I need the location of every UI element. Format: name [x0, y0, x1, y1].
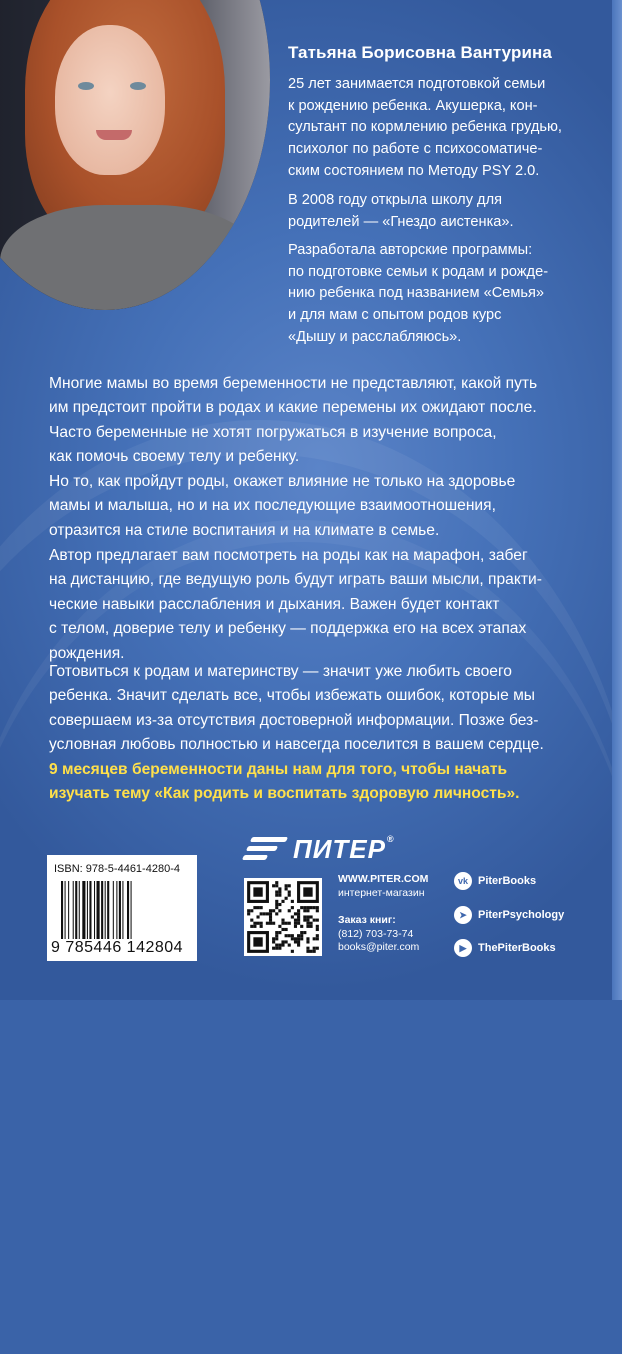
bio-line: В 2008 году открыла школу для	[288, 192, 502, 208]
author-bio-paragraph	[288, 190, 588, 233]
author-photo	[0, 0, 270, 310]
description-paragraph	[49, 372, 589, 470]
highlight-line: изучать тему «Как родить и воспитать здоровую личность».	[49, 785, 520, 803]
description-line: совершаем из-за отсутствия достоверной информации. Позже без-	[49, 711, 539, 729]
description-line: рождения.	[49, 644, 125, 662]
telegram-icon: ➤	[454, 906, 472, 924]
description-line: с телом, доверие телу и ребенку — поддержка его на всех этапах	[49, 620, 527, 638]
description-paragraph	[49, 660, 589, 758]
bio-line: 25 лет занимается подготовкой семьи	[288, 76, 546, 92]
bio-line: к рождению ребенка. Акушерка, кон-	[288, 97, 538, 114]
description-line: на дистанцию, где ведущую роль будут играть ваши мысли, практи-	[49, 571, 542, 589]
order-title: Заказ книг:	[338, 914, 396, 926]
website-note: интернет-магазин	[338, 886, 425, 899]
highlight-line: 9 месяцев беременности даны нам для того, чтобы начать	[49, 761, 508, 778]
vk-icon: vk	[454, 872, 472, 890]
barcode-digits: 9 785446 142804	[51, 939, 184, 956]
phone-number: (812) 703-73-74	[338, 927, 414, 940]
author-bio-paragraph	[288, 240, 588, 349]
description-line: им предстоит пройти в родах и какие перемены их ожидают после.	[49, 399, 537, 417]
social-label: PiterBooks	[478, 875, 537, 887]
bio-line: сультант по кормлению ребенка грудью,	[288, 119, 562, 136]
isbn-barcode	[47, 855, 197, 961]
description-line: ребенка. Значит сделать все, чтобы избежать ошибок, которые мы	[49, 687, 536, 705]
author-name: Татьяна Борисовна Вантурина	[288, 43, 552, 62]
social-youtube[interactable]	[454, 939, 556, 957]
isbn-label: ISBN: 978-5-4461-4280-4	[54, 863, 180, 875]
description-line: Многие мамы во время беременности не представляют, какой путь	[49, 375, 538, 392]
website-link[interactable]: WWW.PITER.COM	[338, 873, 429, 885]
bio-line: «Дышу и расслабляюсь».	[288, 328, 462, 345]
social-label: PiterPsychology	[478, 909, 565, 921]
bio-line: и для мам с опытом родов курс	[288, 307, 502, 324]
email-link[interactable]: books@piter.com	[338, 941, 420, 953]
description-line: ческие навыки расслабления и дыхания. Важен будет контакт	[49, 595, 500, 613]
description-paragraph	[49, 544, 589, 666]
bio-line: психолог по работе с психосоматиче-	[288, 141, 543, 158]
description-line: условная любовь полностью и навсегда поселится в вашем сердце.	[49, 736, 544, 754]
cover-edge	[612, 0, 622, 1000]
piter-logo-icon	[243, 835, 289, 863]
publisher-name: ПИТЕР	[293, 833, 386, 864]
bio-line: ским состоянием по Методу PSY 2.0.	[288, 162, 540, 179]
highlight-text	[49, 758, 599, 807]
description-line: Часто беременные не хотят погружаться в изучение вопроса,	[49, 423, 497, 441]
barcode-bars	[61, 881, 185, 941]
bio-line: Разработала авторские программы:	[288, 242, 533, 258]
description-line: Но то, как пройдут роды, окажет влияние не только на здоровье	[49, 473, 516, 490]
description-line: мамы и малыша, но и на их последующие взаимоотношения,	[49, 497, 496, 515]
description-paragraph	[49, 470, 589, 543]
bio-line: по подготовке семьи к родам и рожде-	[288, 263, 549, 280]
description-line: как помочь своему телу и ребенку.	[49, 448, 300, 466]
social-label: ThePiterBooks	[478, 942, 556, 954]
bio-line: родителей — «Гнездо аистенка».	[288, 213, 514, 230]
description-line: Автор предлагает вам посмотреть на роды как на марафон, забег	[49, 547, 528, 564]
publisher-logo	[243, 833, 395, 865]
order-block	[338, 914, 419, 955]
registered-mark: ®	[386, 833, 395, 844]
website-block	[338, 873, 428, 900]
description-line: отразится на стиле воспитания и на климате в семье.	[49, 521, 440, 539]
author-bio-paragraph	[288, 74, 588, 183]
youtube-icon: ▶	[454, 939, 472, 957]
bio-line: нию ребенка под названием «Семья»	[288, 285, 545, 302]
social-telegram[interactable]	[454, 906, 564, 924]
qr-code[interactable]	[244, 878, 322, 956]
description-line: Готовиться к родам и материнству — значит уже любить своего	[49, 663, 512, 680]
social-vk[interactable]	[454, 872, 536, 890]
